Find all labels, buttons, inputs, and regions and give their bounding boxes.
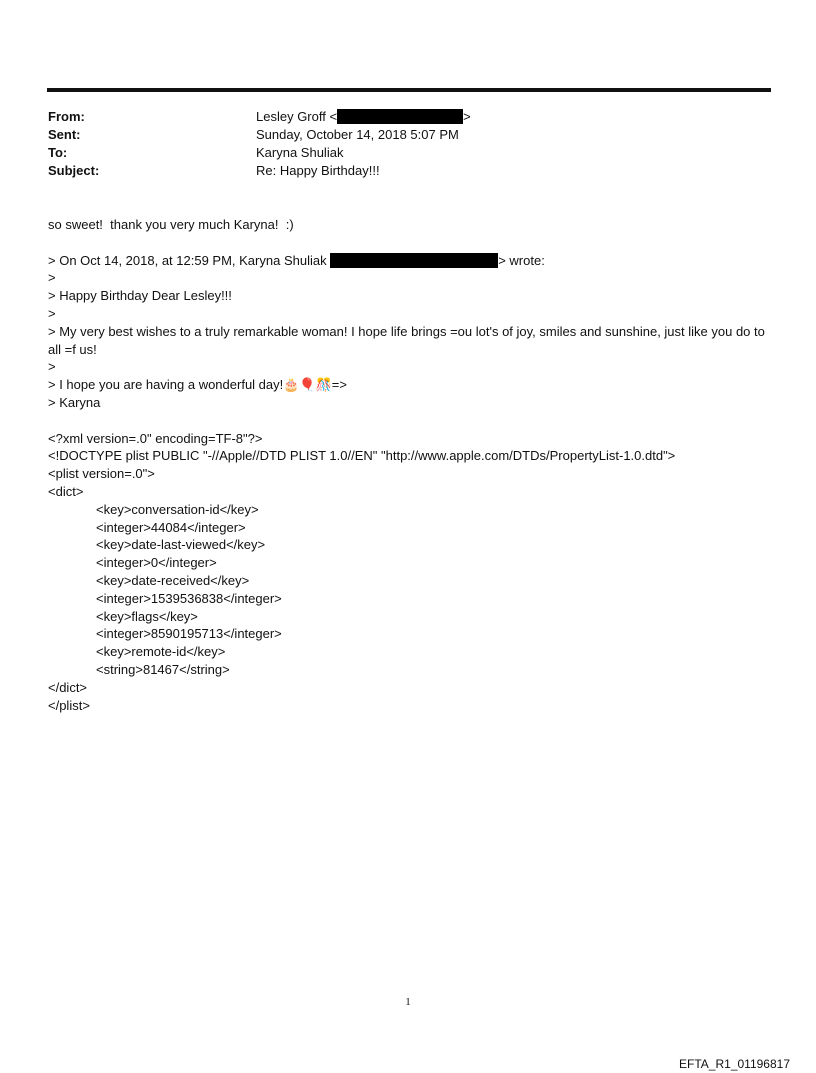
subject-label: Subject: [48,163,100,178]
plist-line: <plist version=.0"> [48,466,155,482]
quote-signature: > Karyna [48,394,101,410]
plist-line: <integer>1539536838</integer> [96,590,282,606]
quote-intro [48,252,772,270]
quote-wishes: > My very best wishes to a truly remarkable woman! I hope life brings =ou lot's of joy, smiles and sunshine, just like you do to all =f us! [48,323,769,357]
plist-line: </dict> [48,679,88,695]
to-label: To: [48,145,68,160]
redaction-box [337,109,463,124]
sent-label: Sent: [48,127,81,142]
redaction-box [330,253,498,268]
to-row [48,144,471,162]
header-rule [47,88,771,92]
plist-line: <integer>0</integer> [96,555,217,571]
plist-line: <key>remote-id</key> [96,644,226,660]
from-name: Lesley Groff < [256,109,338,124]
from-row [48,108,471,126]
sent-value: Sunday, October 14, 2018 5:07 PM [256,127,459,142]
quote-day: > I hope you are having a wonderful day!🎂🎈🎊=> [48,377,347,393]
plist-line: <string>81467</string> [96,661,230,677]
from-label: From: [48,109,85,124]
plist-line: <!DOCTYPE plist PUBLIC "-//Apple//DTD PLIST 1.0//EN" "http://www.apple.com/DTDs/PropertyList-1.0.dtd"> [48,448,676,464]
from-close: > [463,109,471,124]
email-header [48,108,471,180]
plist-line: <key>flags</key> [96,608,198,624]
plist-line: <integer>44084</integer> [96,519,246,535]
quote-intro-after: > wrote: [498,252,545,268]
email-body [48,216,772,714]
subject-row [48,162,471,180]
sent-row [48,126,471,144]
page-number: 1 [405,996,411,1008]
to-value: Karyna Shuliak [256,145,344,160]
quote-greeting: > Happy Birthday Dear Lesley!!! [48,288,232,304]
subject-value: Re: Happy Birthday!!! [256,163,380,178]
plist-line: <?xml version=.0" encoding=TF-8"?> [48,430,263,446]
plist-line: <key>date-last-viewed</key> [96,537,266,553]
plist-line: </plist> [48,697,90,713]
document-id: EFTA_R1_01196817 [679,1057,790,1071]
quote-line: > [48,305,56,321]
plist-line: <integer>8590195713</integer> [96,626,282,642]
quote-intro-before: > On Oct 14, 2018, at 12:59 PM, Karyna Shuliak [48,252,331,268]
from-value [256,108,471,126]
plist-line: <dict> [48,483,84,499]
plist-line: <key>conversation-id</key> [96,501,259,517]
reply-text: so sweet! thank you very much Karyna! :) [48,217,294,232]
quote-line: > [48,270,56,286]
quote-line: > [48,359,56,375]
plist-line: <key>date-received</key> [96,572,250,588]
